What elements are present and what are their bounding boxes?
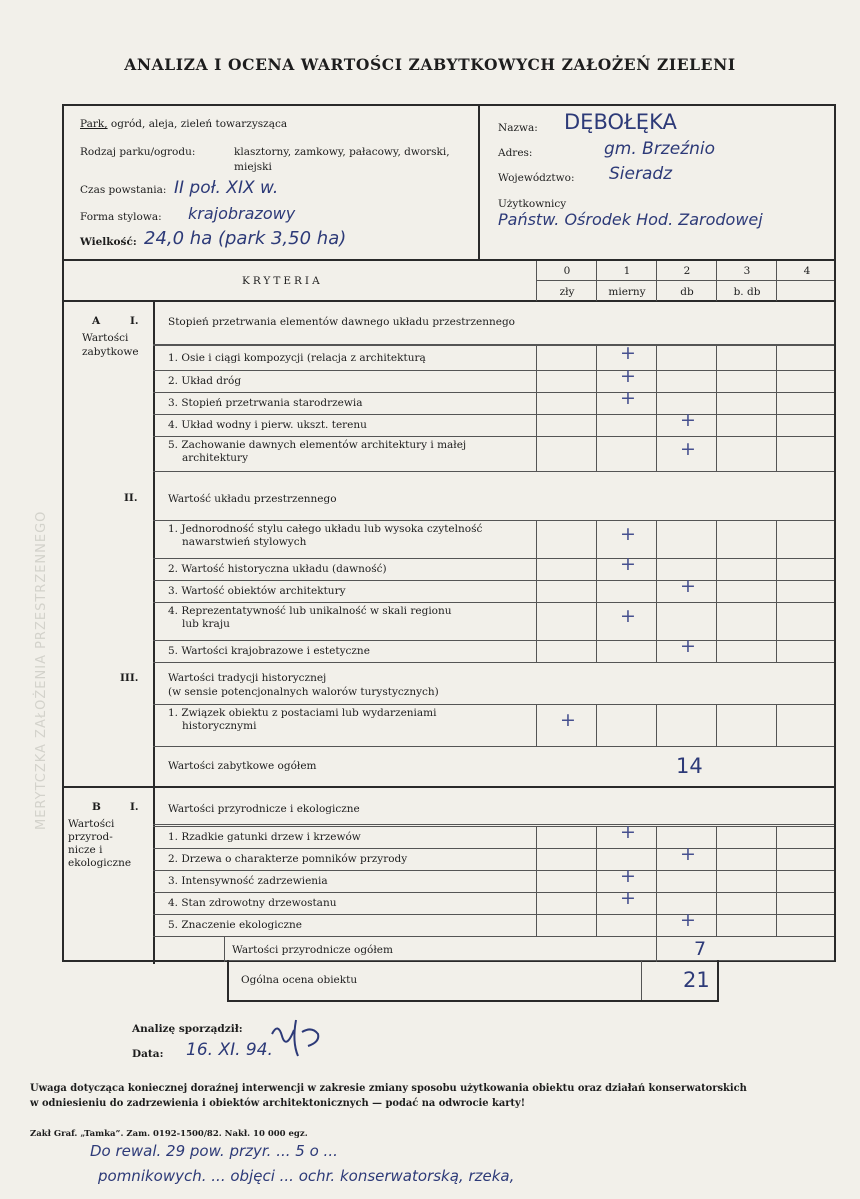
uwaga-line-1: Uwaga dotycząca koniecznej doraźnej interwencji w zakresie zmiany sposobu użytkowania obiektu oraz działań konserwatorskich (30, 1083, 747, 1094)
rodzaj-label: Rodzaj parku/ogrodu: (80, 146, 196, 158)
criterion-label-cont: historycznymi (182, 720, 257, 732)
total-b-label: Wartości przyrodnicze ogółem (232, 944, 393, 956)
group-2-title: Wartość układu przestrzennego (168, 493, 337, 505)
criterion-label-cont: nawarstwień stylowych (182, 536, 307, 548)
analysis-signature (268, 1012, 328, 1066)
park-type-line: Park, ogród, aleja, zieleń towarzysząca (80, 118, 288, 130)
signature-mark (268, 1012, 328, 1060)
group-3-title: Wartości tradycji historycznej (168, 672, 327, 684)
criterion-label: 4. Stan zdrowotny drzewostanu (168, 897, 337, 909)
total-a-label: Wartości zabytkowe ogółem (168, 760, 317, 772)
score-mark-plus: + (620, 865, 636, 887)
col-1-num: 1 (623, 265, 631, 277)
criterion-label: 1. Rzadkie gatunki drzew i krzewów (168, 831, 361, 843)
criterion-label: 1. Jednorodność stylu całego układu lub wysoka czytelność (168, 523, 483, 535)
group-1-title: Stopień przetrwania elementów dawnego układu przestrzennego (168, 316, 515, 328)
criterion-label: 2. Układ dróg (168, 375, 242, 387)
score-mark-plus: + (680, 635, 696, 657)
wielkosc-label: Wielkość: (80, 236, 137, 248)
uzytkownicy-value: Państw. Ośrodek Hod. Zarodowej (498, 210, 763, 229)
rodzaj-options: klasztorny, zamkowy, pałacowy, dworski, (234, 146, 450, 158)
section-b-roman: I. (130, 801, 139, 813)
wojewodztwo-value: Sieradz (609, 164, 673, 184)
forma-label: Forma stylowa: (80, 211, 162, 223)
score-mark-plus: + (620, 342, 636, 364)
nazwa-value: DĘBOŁĘKA (564, 110, 677, 134)
adres-value: gm. Brzeźnio (604, 139, 716, 159)
criterion-label: 1. Osie i ciągi kompozycji (relacja z architekturą (168, 352, 426, 364)
score-mark-plus: + (620, 553, 636, 575)
section-a-roman-3: III. (120, 672, 139, 684)
section-a-roman-2: II. (124, 492, 138, 504)
col-1-label: mierny (608, 286, 646, 298)
rodzaj-options-2: miejski (234, 161, 272, 173)
criterion-label: 3. Intensywność zadrzewienia (168, 875, 328, 887)
uwaga-line-2: w odniesieniu do zadrzewienia i obiektów architektonicznych — podać na odwrocie karty! (30, 1098, 526, 1109)
score-mark-plus: + (620, 887, 636, 909)
section-b-name-1: Wartości (68, 818, 115, 830)
score-mark-plus: + (560, 709, 576, 731)
col-3-label: b. db (733, 286, 761, 298)
analysis-label: Analizę sporządził: (132, 1023, 243, 1035)
criterion-label: 3. Wartość obiektów architektury (168, 585, 346, 597)
criterion-label-cont: architektury (182, 452, 249, 464)
col-2-num: 2 (683, 265, 691, 277)
col-2-label: db (680, 286, 694, 298)
score-mark-plus: + (620, 605, 636, 627)
score-mark-plus: + (620, 821, 636, 843)
criterion-label: 4. Układ wodny i pierw. ukszt. terenu (168, 419, 367, 431)
printer-line: Zakł Graf. „Tamka”. Zam. 0192-1500/82. Nakł. 10 000 egz. (30, 1129, 308, 1139)
evaluation-form (62, 104, 836, 962)
score-mark-plus: + (680, 409, 696, 431)
group-b-title: Wartości przyrodnicze i ekologiczne (168, 803, 360, 815)
section-a-name: Wartości (82, 332, 129, 344)
score-mark-plus: + (620, 523, 636, 545)
criterion-label: 1. Związek obiektu z postaciami lub wydarzeniami (168, 707, 437, 719)
criterion-label: 3. Stopień przetrwania starodrzewia (168, 397, 363, 409)
total-b-value: 7 (694, 938, 707, 960)
data-label: Data: (132, 1048, 164, 1060)
section-a-name-2: zabytkowe (82, 346, 139, 358)
section-b-name-2: przyrod- (68, 831, 113, 843)
section-a-letter: A (92, 315, 101, 327)
criterion-label-cont: lub kraju (182, 618, 230, 630)
criterion-label: 4. Reprezentatywność lub unikalność w skali regionu (168, 605, 452, 617)
total-a-value: 14 (676, 754, 703, 778)
criterion-label: 5. Zachowanie dawnych elementów architektury i małej (168, 439, 467, 451)
section-b-name-3: nicze i (68, 844, 103, 856)
wielkosc-value: 24,0 ha (park 3,50 ha) (144, 228, 347, 249)
score-mark-plus: + (620, 387, 636, 409)
criterion-label: 5. Wartości krajobrazowe i estetyczne (168, 645, 370, 657)
section-b-name-4: ekologiczne (68, 857, 132, 869)
group-3-title-2: (w sensie potencjonalnych walorów turystycznych) (168, 686, 439, 698)
score-mark-plus: + (620, 365, 636, 387)
handwritten-note-2: pomnikowych. ... objęci ... ochr. konserwatorską, rzeka, (98, 1167, 515, 1185)
kryteria-label: KRYTERIA (242, 275, 323, 287)
col-0-label: zły (559, 286, 575, 298)
criterion-label: 2. Drzewa o charakterze pomników przyrody (168, 853, 408, 865)
criterion-label: 2. Wartość historyczna układu (dawność) (168, 563, 387, 575)
criterion-label: 5. Znaczenie ekologiczne (168, 919, 303, 931)
overall-label: Ogólna ocena obiektu (241, 974, 358, 986)
data-value: 16. XI. 94. (186, 1040, 273, 1060)
form-title: ANALIZA I OCENA WARTOŚCI ZABYTKOWYCH ZAŁOŻEŃ ZIELENI (124, 55, 736, 74)
score-mark-plus: + (680, 909, 696, 931)
side-vertical-text: MERYTCZKA ZAŁOŻENIA PRZESTRZENNEGO (34, 510, 49, 830)
section-b-letter: B (92, 801, 101, 813)
forma-value: krajobrazowy (188, 204, 296, 223)
col-4-num: 4 (803, 265, 811, 277)
handwritten-note-1: Do rewal. 29 pow. przyr. ... 5 o ... (90, 1142, 338, 1160)
score-mark-plus: + (680, 843, 696, 865)
uzytkownicy-label: Użytkownicy (498, 198, 567, 210)
col-3-num: 3 (743, 265, 751, 277)
overall-box (227, 960, 719, 1002)
nazwa-label: Nazwa: (498, 122, 538, 134)
score-mark-plus: + (680, 575, 696, 597)
wojewodztwo-label: Województwo: (498, 172, 575, 184)
czas-value: II poł. XIX w. (174, 178, 279, 198)
adres-label: Adres: (498, 147, 533, 159)
czas-label: Czas powstania: (80, 184, 167, 196)
section-a-roman-1: I. (130, 315, 139, 327)
overall-value: 21 (683, 968, 710, 992)
col-0-num: 0 (563, 265, 571, 277)
score-mark-plus: + (680, 438, 696, 460)
